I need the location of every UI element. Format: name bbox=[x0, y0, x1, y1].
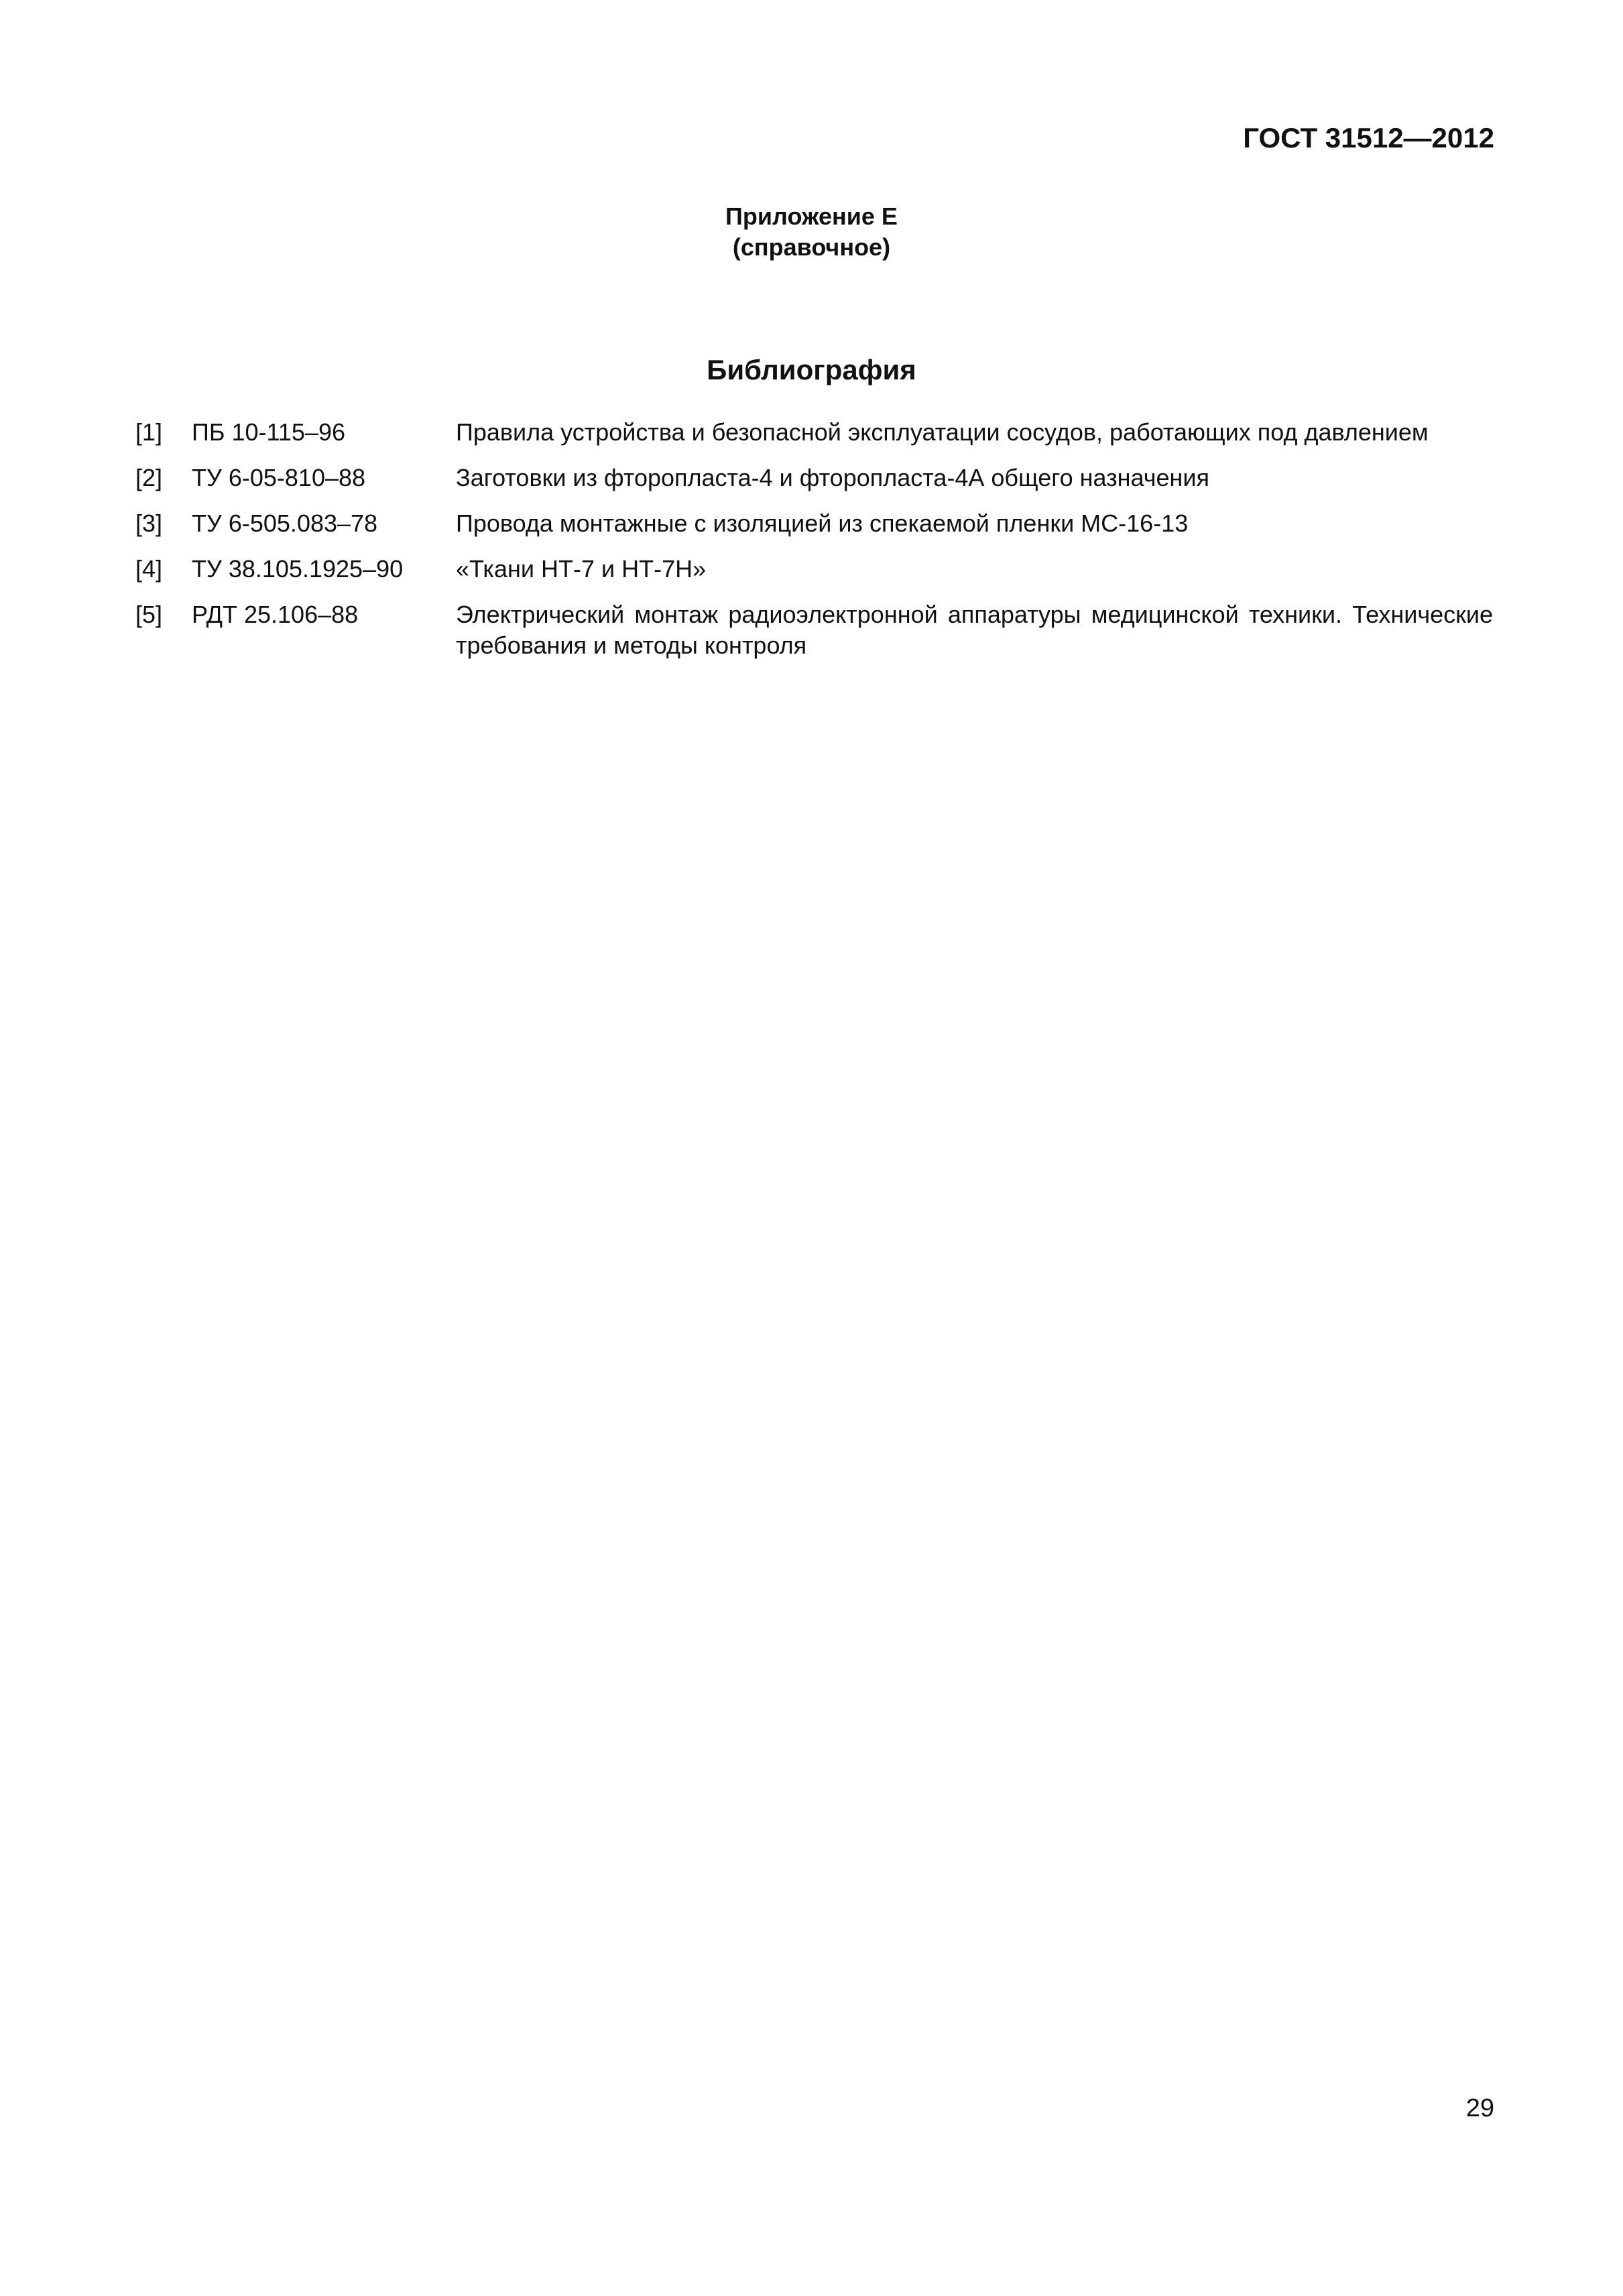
bibliography-list bbox=[135, 417, 1493, 676]
bibliography-code: ТУ 6-505.083–78 bbox=[192, 509, 378, 537]
bibliography-item bbox=[135, 417, 1493, 448]
bibliography-number: [2] bbox=[135, 464, 163, 491]
bibliography-code: ПБ 10-115–96 bbox=[192, 418, 345, 446]
bibliography-title: «Ткани НТ-7 и НТ-7Н» bbox=[456, 555, 707, 583]
bibliography-title: Правила устройства и безопасной эксплуатации сосудов, работающих под давлением bbox=[456, 418, 1429, 446]
bibliography-item bbox=[135, 463, 1493, 493]
bibliography-item bbox=[135, 599, 1493, 661]
appendix-title: Приложение Е bbox=[725, 202, 898, 230]
bibliography-item bbox=[135, 554, 1493, 585]
bibliography-title: Заготовки из фторопласта-4 и фторопласта-4А общего назначения bbox=[456, 464, 1210, 491]
bibliography-number: [4] bbox=[135, 555, 163, 583]
bibliography-number: [5] bbox=[135, 601, 163, 628]
appendix-heading bbox=[0, 201, 1623, 263]
bibliography-title: Электрический монтаж радиоэлектронной аппаратуры медицинской техники. Технические требования и методы контроля bbox=[456, 601, 1493, 659]
document-code: ГОСТ 31512—2012 bbox=[1243, 122, 1494, 154]
bibliography-code: ТУ 38.105.1925–90 bbox=[192, 555, 404, 583]
bibliography-number: [3] bbox=[135, 509, 163, 537]
bibliography-item bbox=[135, 508, 1493, 539]
bibliography-title: Провода монтажные с изоляцией из спекаемой пленки МС-16-13 bbox=[456, 509, 1189, 537]
section-title: Библиография bbox=[707, 354, 916, 385]
appendix-subtitle: (справочное) bbox=[732, 233, 891, 261]
bibliography-code: РДТ 25.106–88 bbox=[192, 601, 359, 628]
bibliography-number: [1] bbox=[135, 418, 163, 446]
bibliography-code: ТУ 6-05-810–88 bbox=[192, 464, 366, 491]
page-number: 29 bbox=[1465, 2094, 1494, 2122]
